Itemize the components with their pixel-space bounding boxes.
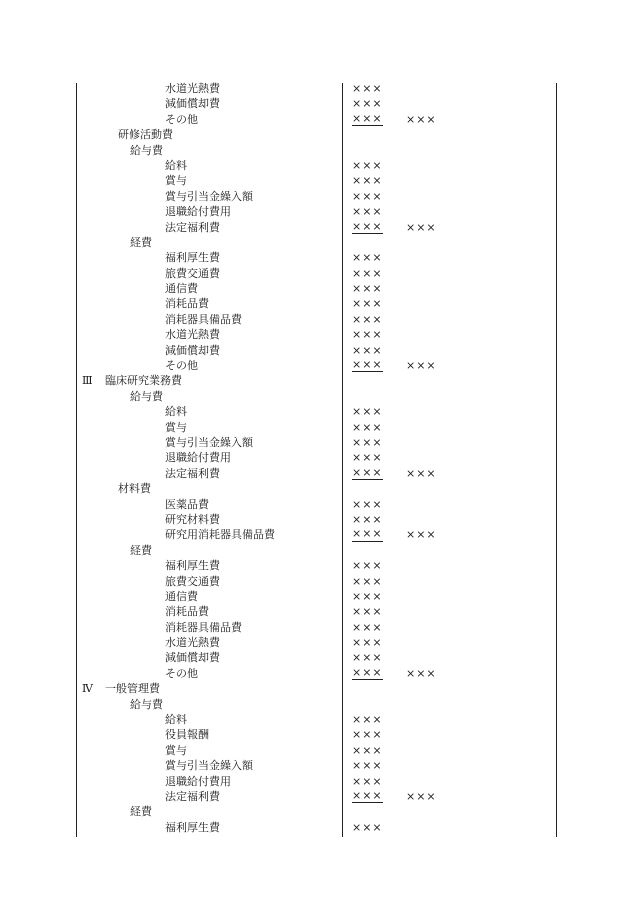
subtotal-amount: ××× [406, 220, 437, 234]
item-label: 賞与引当金繰入額 [165, 189, 253, 203]
item-label: 研究用消耗器具備品費 [165, 528, 275, 542]
item-amount: ××× [352, 219, 383, 233]
statement-row [0, 727, 630, 742]
item-amount: ××× [352, 451, 383, 465]
item-amount: ××× [352, 174, 383, 188]
item-amount: ××× [352, 589, 383, 603]
item-amount: ××× [352, 759, 383, 773]
item-amount: ××× [352, 343, 383, 357]
item-label: 給与費 [130, 697, 163, 711]
statement-row [0, 112, 630, 127]
item-label: 材料費 [118, 482, 151, 496]
statement-row [0, 558, 630, 573]
item-label: 福利厚生費 [165, 251, 220, 265]
statement-row [0, 435, 630, 450]
statement-row [0, 589, 630, 604]
item-amount: ××× [352, 636, 383, 650]
expense-statement-rows [0, 81, 630, 835]
subtotal-amount: ××× [406, 359, 437, 373]
statement-row [0, 281, 630, 296]
item-amount: ××× [352, 512, 383, 526]
statement-row [0, 620, 630, 635]
item-label: その他 [165, 112, 198, 126]
statement-row [0, 81, 630, 96]
statement-row [0, 650, 630, 665]
item-label: 研修活動費 [118, 128, 173, 142]
item-amount: ××× [352, 559, 383, 573]
statement-row [0, 96, 630, 111]
item-amount: ××× [352, 405, 383, 419]
statement-row [0, 189, 630, 204]
statement-row [0, 681, 630, 696]
statement-row [0, 358, 630, 373]
item-amount: ××× [352, 111, 383, 125]
subtotal-amount: ××× [406, 528, 437, 542]
item-label: 給与費 [130, 389, 163, 403]
section-numeral: Ⅲ [82, 374, 93, 388]
subtotal-amount: ××× [406, 666, 437, 680]
statement-row [0, 712, 630, 727]
item-amount: ××× [352, 358, 383, 372]
item-label: 賞与引当金繰入額 [165, 435, 253, 449]
statement-row [0, 266, 630, 281]
item-label: 役員報酬 [165, 728, 209, 742]
item-label: 消耗品費 [165, 605, 209, 619]
item-amount: ××× [352, 420, 383, 434]
item-amount: ××× [352, 743, 383, 757]
item-label: 減価償却費 [165, 651, 220, 665]
item-label: 賞与引当金繰入額 [165, 759, 253, 773]
statement-row [0, 604, 630, 619]
statement-row [0, 327, 630, 342]
item-amount: ××× [352, 251, 383, 265]
item-label: 旅費交通費 [165, 574, 220, 588]
statement-row [0, 758, 630, 773]
statement-row [0, 158, 630, 173]
statement-row [0, 697, 630, 712]
item-label: 消耗品費 [165, 297, 209, 311]
item-label: 経費 [130, 805, 152, 819]
item-amount: ××× [352, 189, 383, 203]
item-label: 給与費 [130, 143, 163, 157]
item-amount: ××× [352, 282, 383, 296]
item-label: 消耗器具備品費 [165, 312, 242, 326]
item-amount: ××× [352, 527, 383, 541]
statement-row [0, 220, 630, 235]
item-label: 退職給付費用 [165, 205, 231, 219]
item-amount: ××× [352, 312, 383, 326]
item-amount: ××× [352, 605, 383, 619]
item-label: 水道光熱費 [165, 82, 220, 95]
item-label: 法定福利費 [165, 220, 220, 234]
section-numeral: Ⅳ [82, 682, 93, 696]
item-amount: ××× [352, 820, 383, 834]
item-label: 水道光熱費 [165, 328, 220, 342]
item-label: 減価償却費 [165, 97, 220, 111]
item-label: 福利厚生費 [165, 559, 220, 573]
item-amount: ××× [352, 574, 383, 588]
item-amount: ××× [352, 205, 383, 219]
item-amount: ××× [352, 465, 383, 479]
item-label: 水道光熱費 [165, 636, 220, 650]
item-label: 賞与 [165, 743, 187, 757]
statement-row [0, 497, 630, 512]
statement-row [0, 481, 630, 496]
item-label: 旅費交通費 [165, 266, 220, 280]
item-label: 研究材料費 [165, 512, 220, 526]
statement-row [0, 512, 630, 527]
item-amount: ××× [352, 788, 383, 802]
item-label: 臨床研究業務費 [105, 374, 182, 388]
item-label: 給料 [165, 713, 187, 727]
statement-row [0, 466, 630, 481]
item-amount: ××× [352, 82, 383, 95]
item-label: 福利厚生費 [165, 820, 220, 834]
item-label: 一般管理費 [105, 682, 160, 696]
statement-row [0, 404, 630, 419]
statement-row [0, 420, 630, 435]
statement-row [0, 450, 630, 465]
statement-row [0, 343, 630, 358]
subtotal-amount: ××× [406, 466, 437, 480]
subtotal-amount: ××× [406, 789, 437, 803]
item-label: 給料 [165, 158, 187, 172]
item-label: 退職給付費用 [165, 451, 231, 465]
item-label: 減価償却費 [165, 343, 220, 357]
statement-row [0, 143, 630, 158]
statement-row [0, 820, 630, 835]
item-amount: ××× [352, 158, 383, 172]
statement-row [0, 312, 630, 327]
item-amount: ××× [352, 97, 383, 111]
statement-row [0, 527, 630, 542]
statement-row [0, 204, 630, 219]
statement-row [0, 235, 630, 250]
item-amount: ××× [352, 774, 383, 788]
statement-row [0, 543, 630, 558]
statement-row [0, 373, 630, 388]
item-label: 通信費 [165, 282, 198, 296]
statement-row [0, 774, 630, 789]
item-label: 消耗器具備品費 [165, 620, 242, 634]
item-label: 経費 [130, 235, 152, 249]
statement-row [0, 666, 630, 681]
item-label: 賞与 [165, 174, 187, 188]
item-amount: ××× [352, 328, 383, 342]
statement-row [0, 173, 630, 188]
item-label: 賞与 [165, 420, 187, 434]
item-label: その他 [165, 359, 198, 373]
item-label: 給料 [165, 405, 187, 419]
statement-row [0, 574, 630, 589]
item-label: 法定福利費 [165, 466, 220, 480]
item-label: 通信費 [165, 589, 198, 603]
item-label: 退職給付費用 [165, 774, 231, 788]
statement-row [0, 743, 630, 758]
item-amount: ××× [352, 651, 383, 665]
item-label: 医薬品費 [165, 497, 209, 511]
item-amount: ××× [352, 497, 383, 511]
statement-row [0, 127, 630, 142]
subtotal-amount: ××× [406, 112, 437, 126]
statement-row [0, 635, 630, 650]
item-amount: ××× [352, 266, 383, 280]
statement-row [0, 389, 630, 404]
item-amount: ××× [352, 665, 383, 679]
item-amount: ××× [352, 297, 383, 311]
item-label: その他 [165, 666, 198, 680]
item-amount: ××× [352, 728, 383, 742]
item-label: 経費 [130, 543, 152, 557]
statement-row [0, 789, 630, 804]
item-amount: ××× [352, 620, 383, 634]
statement-row [0, 296, 630, 311]
item-label: 法定福利費 [165, 789, 220, 803]
statement-row [0, 250, 630, 265]
item-amount: ××× [352, 713, 383, 727]
item-amount: ××× [352, 435, 383, 449]
statement-row [0, 804, 630, 819]
